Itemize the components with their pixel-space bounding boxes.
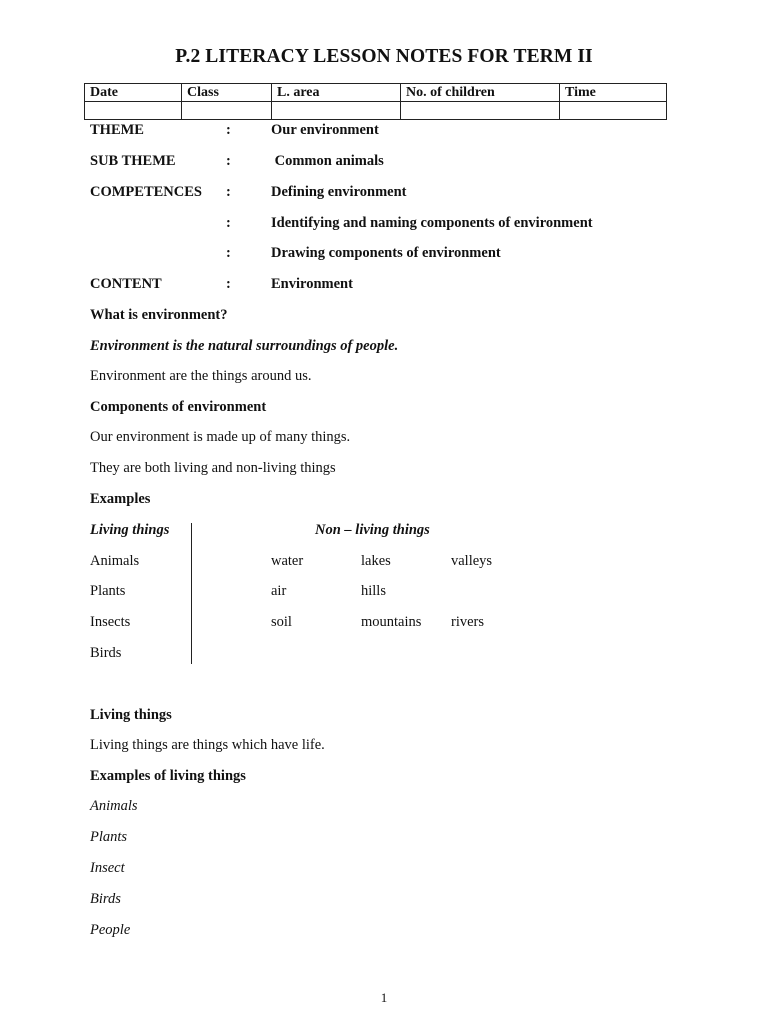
nonliving-example-item: water <box>271 553 304 569</box>
meta-value-theme: Our environment <box>271 122 379 138</box>
body-line-made-up: Our environment is made up of many things. <box>90 429 351 445</box>
living-example-item: Animals <box>90 553 140 569</box>
table-header-row <box>85 84 667 102</box>
meta-label-content: CONTENT <box>90 276 162 292</box>
living-example-item: Plants <box>90 583 126 599</box>
column-date: Date <box>85 84 182 102</box>
meta-sep-competences: : <box>226 184 231 200</box>
nonliving-example-item: soil <box>271 614 292 630</box>
heading-living-things: Living things <box>90 707 172 723</box>
meta-label-competences: COMPETENCES <box>90 184 202 200</box>
column-learning-area: L. area <box>272 84 401 102</box>
living-thing-item: Insect <box>90 860 125 876</box>
column-class: Class <box>182 84 272 102</box>
meta-label-sub-theme: SUB THEME <box>90 153 176 169</box>
nonliving-example-item: hills <box>361 583 386 599</box>
living-thing-item: People <box>90 922 131 938</box>
body-line-living-nonliving: They are both living and non-living things <box>90 460 336 476</box>
meta-value-competence-2: Identifying and naming components of environment <box>271 215 593 231</box>
living-thing-item: Plants <box>90 829 128 845</box>
cell-date <box>85 102 182 120</box>
question-what-is-environment: What is environment? <box>90 307 228 323</box>
living-example-item: Insects <box>90 614 131 630</box>
living-example-item: Birds <box>90 645 122 661</box>
table-empty-row <box>85 102 667 120</box>
body-line-things-around: Environment are the things around us. <box>90 368 312 384</box>
heading-examples: Examples <box>90 491 151 507</box>
living-thing-item: Animals <box>90 798 138 814</box>
nonliving-example-item: valleys <box>451 553 493 569</box>
living-thing-item: Birds <box>90 891 121 907</box>
nonliving-things-column-heading: Non – living things <box>315 522 430 538</box>
column-no-of-children: No. of children <box>401 84 560 102</box>
cell-no-of-children <box>401 102 560 120</box>
meta-value-content: Environment <box>271 276 353 292</box>
meta-sep-competence-3: : <box>226 245 231 261</box>
cell-class <box>182 102 272 120</box>
meta-sep-sub-theme: : <box>226 153 231 169</box>
meta-value-competence-3: Drawing components of environment <box>271 245 501 261</box>
nonliving-example-item: mountains <box>361 614 422 630</box>
living-things-definition: Living things are things which have life. <box>90 737 325 753</box>
lesson-header-table <box>84 83 667 120</box>
heading-components: Components of environment <box>90 399 267 415</box>
nonliving-example-item: lakes <box>361 553 391 569</box>
heading-examples-of-living-things: Examples of living things <box>90 768 246 784</box>
page-title: P.2 LITERACY LESSON NOTES FOR TERM II <box>175 46 593 67</box>
nonliving-example-item: rivers <box>451 614 485 630</box>
cell-time <box>560 102 667 120</box>
nonliving-example-item: air <box>271 583 287 599</box>
meta-value-competence-1: Defining environment <box>271 184 407 200</box>
living-things-column-heading: Living things <box>90 522 170 538</box>
meta-sep-content: : <box>226 276 231 292</box>
page-number: 1 <box>380 990 388 1005</box>
cell-learning-area <box>272 102 401 120</box>
meta-label-theme: THEME <box>90 122 144 138</box>
environment-definition: Environment is the natural surroundings of people. <box>90 338 399 354</box>
meta-sep-theme: : <box>226 122 231 138</box>
column-time: Time <box>560 84 667 102</box>
meta-sep-competence-2: : <box>226 215 231 231</box>
meta-value-sub-theme: Common animals <box>271 153 384 169</box>
column-divider <box>191 523 192 664</box>
